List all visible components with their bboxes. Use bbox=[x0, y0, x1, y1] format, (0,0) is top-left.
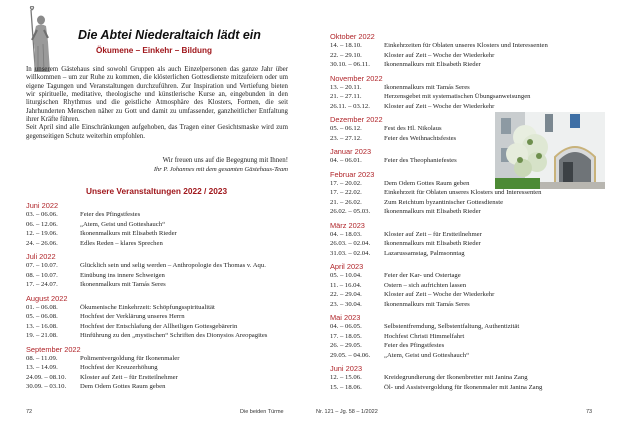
event-date: 26.11. – 03.12. bbox=[330, 102, 370, 110]
event-row bbox=[26, 229, 267, 239]
event-date: 12. – 19.06. bbox=[26, 230, 58, 237]
event-date: 26.03. – 02.04. bbox=[330, 240, 371, 247]
event-title: Ikonenmalkurs mit Elisabeth Rieder bbox=[80, 230, 177, 237]
event-row bbox=[26, 280, 267, 290]
schedule-right bbox=[330, 32, 548, 392]
event-date: 04. – 18.03. bbox=[330, 230, 362, 238]
month-heading: Juli 2022 bbox=[26, 252, 56, 261]
event-title: Öl- und Assistvergoldung für Ikonenmaler mit Janina Zang bbox=[384, 383, 543, 391]
event-row bbox=[26, 261, 267, 271]
event-row bbox=[26, 322, 267, 332]
event-row bbox=[330, 332, 548, 342]
month-heading: Dezember 2022 bbox=[330, 115, 383, 124]
event-date: 13. – 20.11. bbox=[330, 83, 362, 91]
event-date: 07. – 10.07. bbox=[26, 262, 58, 269]
event-title: Hochfest der Verklärung unseres Herrn bbox=[80, 313, 185, 320]
event-title: Feier der Kar- und Ostertage bbox=[384, 272, 461, 279]
event-date: 05. – 10.04. bbox=[330, 272, 362, 279]
event-date: 31.03. – 02.04. bbox=[330, 249, 371, 257]
event-title: Glücklich sein und selig werden – Anthropologie des Thomas v. Aqu. bbox=[80, 262, 266, 269]
month-heading: Januar 2023 bbox=[330, 147, 372, 156]
event-row bbox=[330, 249, 548, 259]
month-heading: Juni 2022 bbox=[26, 201, 59, 210]
event-date: 29.05. – 04.06. bbox=[330, 351, 371, 359]
event-date: 26. – 29.05. bbox=[330, 342, 362, 349]
event-date: 21. – 26.02. bbox=[330, 198, 362, 206]
event-date: 15. – 18.06. bbox=[330, 383, 362, 391]
event-date: 13. – 14.09. bbox=[26, 364, 58, 371]
event-title: Ökumenische Einkehrzeit: Schöpfungsspiritualität bbox=[80, 303, 215, 311]
event-row bbox=[330, 41, 548, 51]
event-date: 14. – 18.10. bbox=[330, 42, 362, 49]
event-title: Zum Reichtum byzantinischer Gottesdienste bbox=[384, 198, 504, 206]
event-row bbox=[26, 220, 267, 230]
event-row bbox=[26, 210, 267, 220]
event-date: 21. – 27.11. bbox=[330, 93, 362, 100]
event-date: 17. – 24.07. bbox=[26, 281, 58, 288]
event-title: „Atem, Geist und Gotteshauch“ bbox=[384, 351, 470, 359]
event-row bbox=[26, 312, 267, 322]
event-date: 30.10. – 06.11. bbox=[330, 61, 370, 68]
event-row bbox=[330, 188, 548, 198]
event-title: Ikonenmalkurs mit Tamás Seres bbox=[384, 300, 470, 308]
event-row bbox=[330, 322, 548, 332]
event-title: „Atem, Geist und Gotteshauch“ bbox=[80, 220, 166, 228]
event-row bbox=[26, 373, 267, 383]
event-date: 06. – 12.06. bbox=[26, 220, 58, 228]
event-date: 04. – 06.01. bbox=[330, 157, 362, 164]
event-title: Polimentvergoldung für Ikonenmaler bbox=[80, 354, 180, 362]
month-heading: August 2022 bbox=[26, 293, 68, 303]
event-date: 11. – 16.04. bbox=[330, 281, 362, 289]
event-title: Einübung ins innere Schweigen bbox=[80, 271, 165, 279]
event-date: 01. – 06.08. bbox=[26, 303, 58, 311]
event-title: Kloster auf Zeit – Woche der Wiederkehr bbox=[384, 291, 495, 298]
event-row bbox=[330, 207, 548, 217]
event-date: 17. – 20.02. bbox=[330, 179, 362, 187]
event-title: Kloster auf Zeit – Woche der Wiederkehr bbox=[384, 102, 495, 110]
month-heading: Mai 2023 bbox=[330, 313, 361, 322]
event-date: 08. – 10.07. bbox=[26, 271, 58, 279]
event-title: Einkehrzeit für Oblaten unseres Klosters und Interessenten bbox=[384, 189, 542, 196]
event-title: Ikonenmalkurs mit Tamás Seres bbox=[80, 281, 166, 288]
intro-text bbox=[26, 66, 288, 141]
event-row bbox=[330, 239, 548, 249]
event-date: 23. – 30.04. bbox=[330, 300, 362, 308]
event-title: Ikonenmalkurs mit Elisabeth Rieder bbox=[384, 61, 481, 68]
event-row bbox=[26, 271, 267, 281]
month-heading: September 2022 bbox=[26, 344, 81, 354]
event-date: 24. – 26.06. bbox=[26, 239, 58, 247]
event-title: Hochfest der Entschlafung der Allheiligen Gottesgebärerin bbox=[80, 322, 238, 330]
event-date: 24.09. – 08.10. bbox=[26, 373, 67, 381]
event-date: 23. – 27.12. bbox=[330, 134, 362, 142]
event-row bbox=[26, 382, 267, 392]
month-heading: April 2023 bbox=[330, 262, 364, 271]
event-row bbox=[26, 354, 267, 364]
event-title: Ikonenmalkurs mit Tamás Seres bbox=[384, 83, 470, 91]
event-row bbox=[330, 60, 548, 70]
event-row bbox=[330, 198, 548, 208]
event-row bbox=[330, 351, 548, 361]
event-date: 04. – 06.05. bbox=[330, 323, 362, 330]
event-date: 19. – 21.08. bbox=[26, 332, 58, 339]
event-date: 08. – 11.09. bbox=[26, 354, 58, 362]
event-title: Fest des Hl. Nikolaus bbox=[384, 125, 442, 132]
event-row bbox=[330, 383, 548, 393]
event-date: 30.09. – 03.10. bbox=[26, 383, 67, 390]
intro-paragraph: Seit April sind alle Einschränkungen aufgehoben, das Tragen einer Gesichtsmaske wird zum gegenseitigen Schutz weiterhin empfohlen. bbox=[26, 124, 288, 140]
event-title: Edles Reden – klares Sprechen bbox=[80, 239, 163, 247]
event-title: Hochfest der Kreuzerhöhung bbox=[80, 364, 158, 371]
event-row bbox=[26, 331, 267, 341]
intro-paragraph: In unserem Gästehaus sind sowohl Gruppen als auch Einzelpersonen das ganze Jahr über willkommen – um zur Ruhe zu kommen, die klösterlichen Gottesdienste mitzufeiern oder um eigene Tagungen und Veranstaltungen durchzuführen. Zur Inspiration und Vertiefung bieten wir spirituelle, meditative, theologische und künstlerische Kurse an, eingebunden in den liturgischen Rhythmus und die geistliche Atmosphäre des Klosters, Formen, die seit Jahrhunderten Menschen näher zu Gott und damit zu umfassender, ganzheitlicher Entfaltung ihrer Kräfte führen. bbox=[26, 66, 288, 124]
event-date: 17. – 18.05. bbox=[330, 332, 362, 340]
event-row bbox=[26, 239, 267, 249]
guesthouse-photo bbox=[495, 112, 605, 189]
month-heading: Februar 2023 bbox=[330, 169, 375, 179]
event-title: Kloster auf Zeit – Woche der Wiederkehr bbox=[384, 51, 495, 59]
event-row bbox=[26, 303, 267, 313]
event-row bbox=[330, 230, 548, 240]
event-date: 26.02. – 05.03. bbox=[330, 208, 371, 215]
event-title: Selbstentfremdung, Selbstentfaltung, Authentizität bbox=[384, 323, 520, 330]
events-heading: Unsere Veranstaltungen 2022 / 2023 bbox=[86, 186, 228, 196]
event-date: 12. – 15.06. bbox=[330, 374, 362, 381]
event-title: Lazarussamstag, Palmsonntag bbox=[384, 249, 465, 257]
month-heading: Oktober 2022 bbox=[330, 32, 375, 41]
event-date: 03. – 06.06. bbox=[26, 211, 58, 218]
event-row bbox=[330, 102, 548, 112]
page-title: Die Abtei Niederaltaich lädt ein bbox=[78, 28, 261, 42]
page-number-right: 73 bbox=[586, 409, 593, 415]
signature-block bbox=[26, 157, 288, 174]
month-heading: November 2022 bbox=[330, 73, 383, 83]
event-title: Kreidegrundierung der Ikonenbretter mit Janina Zang bbox=[384, 374, 528, 381]
schedule-left bbox=[26, 201, 267, 392]
event-row bbox=[330, 341, 548, 351]
event-title: Hinführung zu den „mystischen“ Schriften des Dionysios Areopagites bbox=[80, 332, 268, 339]
event-title: Feier des Theophaniefestes bbox=[384, 157, 457, 164]
event-row bbox=[330, 290, 548, 300]
event-row bbox=[330, 83, 548, 93]
event-row bbox=[330, 271, 548, 281]
event-row bbox=[330, 300, 548, 310]
right-page bbox=[310, 0, 619, 438]
event-title: Dem Odem Gottes Raum geben bbox=[384, 179, 470, 187]
event-row bbox=[330, 92, 548, 102]
event-date: 17. – 22.02. bbox=[330, 189, 362, 196]
event-title: Dem Odem Gottes Raum geben bbox=[80, 383, 166, 390]
signature: Ihr P. Johannes mit dem gesamten Gästehaus-Team bbox=[153, 165, 288, 173]
event-title: Feier des Weihnachtsfestes bbox=[384, 134, 457, 142]
event-title: Ikonenmalkurs mit Elisabeth Rieder bbox=[384, 240, 481, 247]
event-title: Ostern – sich aufrichten lassen bbox=[384, 281, 467, 289]
page-subtitle: Ökumene – Einkehr – Bildung bbox=[96, 46, 213, 55]
event-title: Feier des Pfingstfestes bbox=[384, 342, 445, 349]
event-title: Hochfest Christi Himmelfahrt bbox=[384, 332, 465, 340]
event-date: 05. – 06.12. bbox=[330, 125, 362, 132]
event-title: Herzensgebet mit systematischen Übungsanweisungen bbox=[384, 93, 531, 100]
month-heading: Juni 2023 bbox=[330, 364, 363, 373]
event-row bbox=[26, 363, 267, 373]
page-number-left: 72 bbox=[26, 409, 33, 415]
greeting: Wir freuen uns auf die Begegnung mit Ihnen! bbox=[162, 157, 288, 164]
event-title: Einkehrzeiten für Oblaten unseres Klosters und Interessenten bbox=[384, 42, 548, 49]
event-row bbox=[330, 373, 548, 383]
issue-info: Nr. 121 – Jg. 58 – 1/2022 bbox=[316, 409, 378, 415]
event-title: Kloster auf Zeit – für Erstteilnehmer bbox=[80, 373, 178, 381]
month-heading: März 2023 bbox=[330, 220, 365, 230]
event-title: Kloster auf Zeit – für Erstteilnehmer bbox=[384, 230, 482, 238]
event-row bbox=[330, 51, 548, 61]
publication-name: Die beiden Türme bbox=[240, 409, 284, 415]
event-title: Feier des Pfingstfestes bbox=[80, 211, 141, 218]
event-date: 22. – 29.04. bbox=[330, 291, 362, 298]
event-title: Ikonenmalkurs mit Elisabeth Rieder bbox=[384, 208, 481, 215]
event-date: 13. – 16.08. bbox=[26, 322, 58, 330]
event-date: 22. – 29.10. bbox=[330, 51, 362, 59]
event-row bbox=[330, 281, 548, 291]
event-date: 05. – 06.08. bbox=[26, 313, 58, 320]
